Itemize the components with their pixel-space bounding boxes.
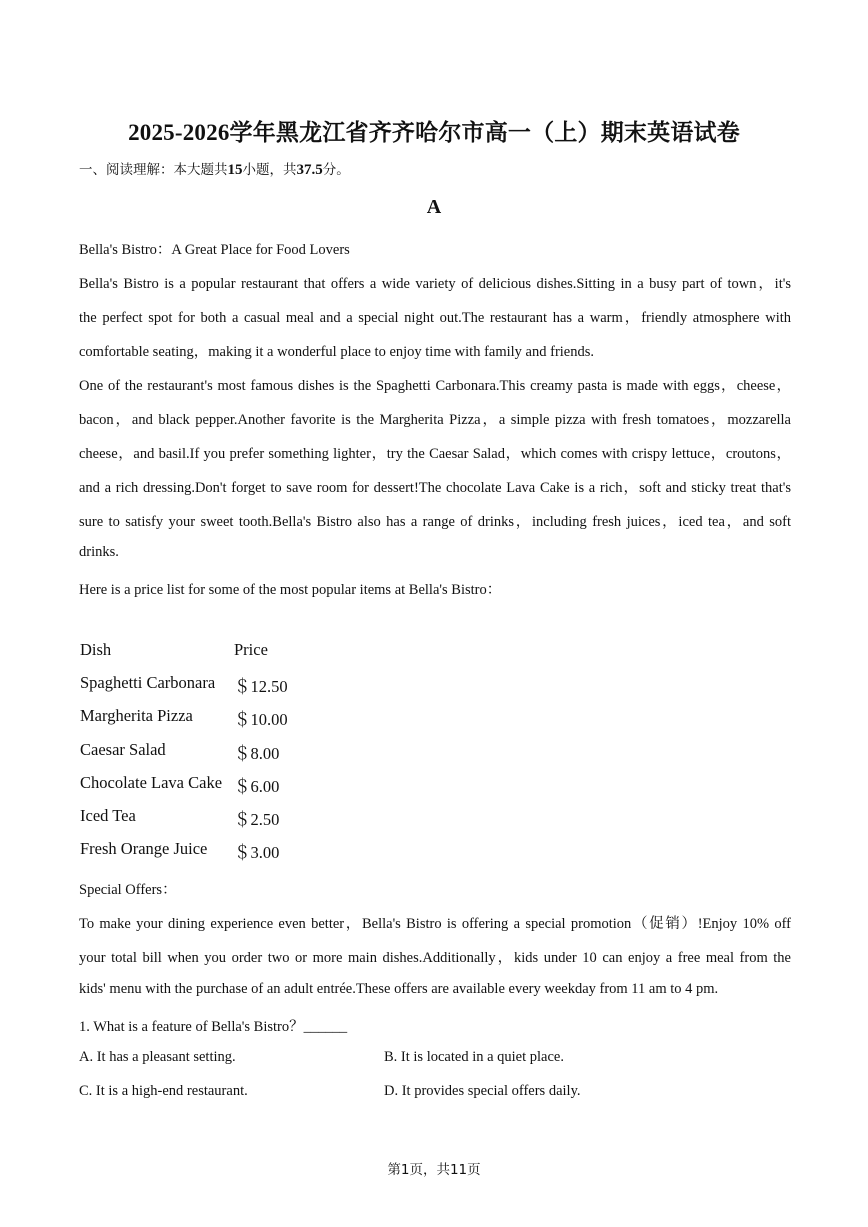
option-a[interactable]: A. It has a pleasant setting. — [79, 1049, 236, 1065]
paragraph-line: comfortable seating，making it a wonderful place to enjoy time with family and friends. — [79, 344, 595, 360]
dish-name: Iced Tea — [80, 806, 136, 825]
dish-price: ＄6.00 — [234, 777, 280, 796]
offers-heading: Special Offers： — [79, 882, 177, 898]
passage-label: A — [426, 196, 442, 218]
paragraph-line: drinks. — [79, 544, 119, 560]
offers-line: kids' menu with the purchase of an adult entrée.These offers are available every weekday from 11 am to 4 pm. — [79, 981, 719, 997]
offers-line: To make your dining experience even better，Bella's Bistro is offering a special promotion（促销）!Enjoy 10% off — [79, 916, 791, 932]
paragraph-line: the perfect spot for both a casual meal and a special night out.The restaurant has a warm，friendly atmosphere with — [79, 310, 791, 326]
section-middle: 小题，共 — [242, 162, 297, 178]
page-title: 2025-2026学年黑龙江省齐齐哈尔市高一（上）期末英语试卷 — [128, 120, 740, 145]
section-header — [79, 158, 350, 179]
dish-name: Caesar Salad — [80, 740, 166, 759]
offers-line: your total bill when you order two or more main dishes.Additionally，kids under 10 can enjoy a free meal from the — [79, 950, 791, 966]
option-d[interactable]: D. It provides special offers daily. — [384, 1083, 581, 1099]
dish-price: ＄8.00 — [234, 744, 280, 763]
section-prefix: 一、阅读理解：本大题共 — [79, 162, 228, 178]
option-b[interactable]: B. It is located in a quiet place. — [384, 1049, 564, 1065]
section-suffix: 分。 — [322, 162, 350, 178]
dish-price: ＄3.00 — [234, 843, 280, 862]
passage-heading: Bella's Bistro：A Great Place for Food Lovers — [79, 242, 350, 258]
dish-price: ＄12.50 — [234, 677, 288, 696]
paragraph-line: bacon，and black pepper.Another favorite is the Margherita Pizza，a simple pizza with fresh tomatoes，mozzarella — [79, 412, 791, 428]
paragraph-line: Here is a price list for some of the most popular items at Bella's Bistro： — [79, 582, 502, 598]
paragraph-line: and a rich dressing.Don't forget to save room for dessert!The chocolate Lava Cake is a rich，soft and sticky treat that's — [79, 480, 791, 496]
dish-name: Chocolate Lava Cake — [80, 773, 223, 792]
dish-name: Margherita Pizza — [80, 706, 193, 725]
dish-price: ＄10.00 — [234, 710, 288, 729]
dish-price: ＄2.50 — [234, 810, 280, 829]
question-count: 15 — [227, 162, 243, 178]
page-number: 第1页，共11页 — [387, 1162, 481, 1178]
column-header-price: Price — [234, 640, 268, 659]
dish-name: Spaghetti Carbonara — [80, 673, 216, 692]
column-header-dish: Dish — [80, 640, 112, 659]
paragraph-line: One of the restaurant's most famous dishes is the Spaghetti Carbonara.This creamy pasta is made with eggs，cheese， — [79, 378, 791, 394]
section-score: 37.5 — [296, 162, 323, 178]
option-c[interactable]: C. It is a high-end restaurant. — [79, 1083, 248, 1099]
question-text: 1. What is a feature of Bella's Bistro？______ — [79, 1019, 348, 1035]
paragraph-line: cheese，and basil.If you prefer something lighter，try the Caesar Salad，which comes with crispy lettuce，croutons， — [79, 446, 791, 462]
paragraph-line: sure to satisfy your sweet tooth.Bella's Bistro also has a range of drinks，including fresh juices，iced tea，and soft — [79, 514, 791, 530]
paragraph-line: Bella's Bistro is a popular restaurant that offers a wide variety of delicious dishes.Sitting in a busy part of town，it's — [79, 276, 791, 292]
dish-name: Fresh Orange Juice — [80, 839, 208, 858]
